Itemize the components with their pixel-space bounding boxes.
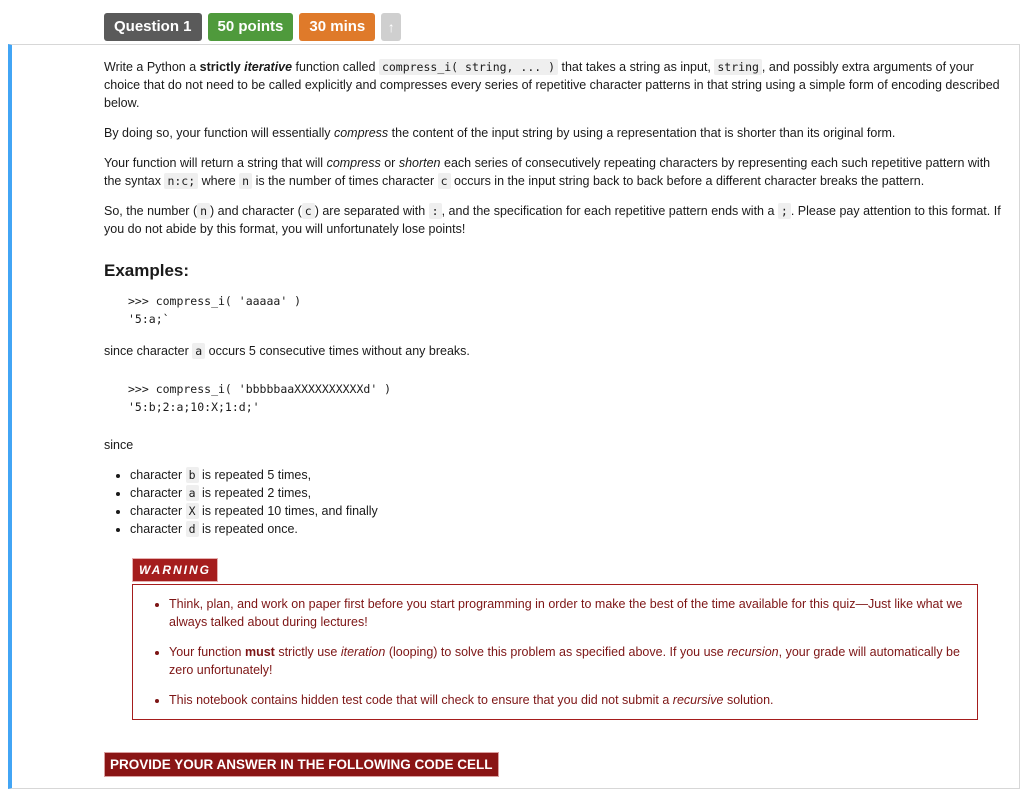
example-2-since: since — [104, 438, 134, 452]
example-2-bullets — [104, 466, 1004, 538]
intro-paragraph-2: By doing so, your function will essentially compress the content of the input string by using a representation that is shorter than its original form. — [104, 126, 896, 140]
example-1-code: >>> compress_i( 'aaaaa' ) '5:a;` — [128, 294, 302, 326]
list-item: • character b is repeated 5 times, — [130, 466, 1004, 484]
question-content — [104, 58, 1004, 720]
intro-paragraph-3: Your function will return a string that will compress or shorten each series of consecutively repeating characters by representing each such repetitive pattern with the syntax n:c; where n is the number of times character c occurs in the input string back to back before a different character breaks the pattern. — [104, 156, 991, 188]
question-number-badge: Question 1 — [104, 13, 202, 41]
warning-item-2: • Your function must strictly use iteration (looping) to solve this problem as specified above. If you use recursion, your grade will automatically be zero unfortunately! — [169, 643, 963, 679]
scroll-up-icon[interactable]: ↑ — [381, 13, 401, 41]
function-signature: compress_i( string, ... ) — [379, 59, 558, 75]
intro-paragraph-1: Write a Python a strictly iterative function called compress_i( string, ... ) that takes a string as input, string , and possibly extra arguments of your choice that do not need to be called explicitly and compresses every series of repetitive character patterns in that string using a simple form of encoding described below. — [104, 60, 1000, 110]
warning-box — [132, 584, 978, 720]
example-1-explanation: since character a occurs 5 consecutive times without any breaks. — [104, 344, 470, 358]
example-2-code: >>> compress_i( 'bbbbbaaXXXXXXXXXXd' ) '5:b;2:a;10:X;1:d;' — [128, 382, 392, 414]
question-header — [104, 13, 401, 41]
list-item: • character d is repeated once. — [130, 520, 1004, 538]
answer-banner: PROVIDE YOUR ANSWER IN THE FOLLOWING CODE CELL — [104, 752, 499, 777]
list-item: • character a is repeated 2 times, — [130, 484, 1004, 502]
time-badge: 30 mins — [299, 13, 375, 41]
list-item: • character X is repeated 10 times, and finally — [130, 502, 1004, 520]
examples-heading: Examples: — [104, 261, 190, 280]
intro-paragraph-4: So, the number ( n ) and character ( c ) are separated with : , and the specification for each repetitive pattern ends with a ; . Please pay attention to this format. If you do not abide by this format, you will unfortunately lose points! — [104, 204, 1001, 236]
warning-item-1: • Think, plan, and work on paper first before you start programming in order to make the best of the time available for this quiz—Just like what we always talked about during lectures! — [169, 595, 963, 631]
warning-item-3: • This notebook contains hidden test code that will check to ensure that you did not submit a recursive solution. — [169, 691, 963, 709]
points-badge: 50 points — [208, 13, 294, 41]
warning-badge: WARNING — [132, 558, 218, 582]
